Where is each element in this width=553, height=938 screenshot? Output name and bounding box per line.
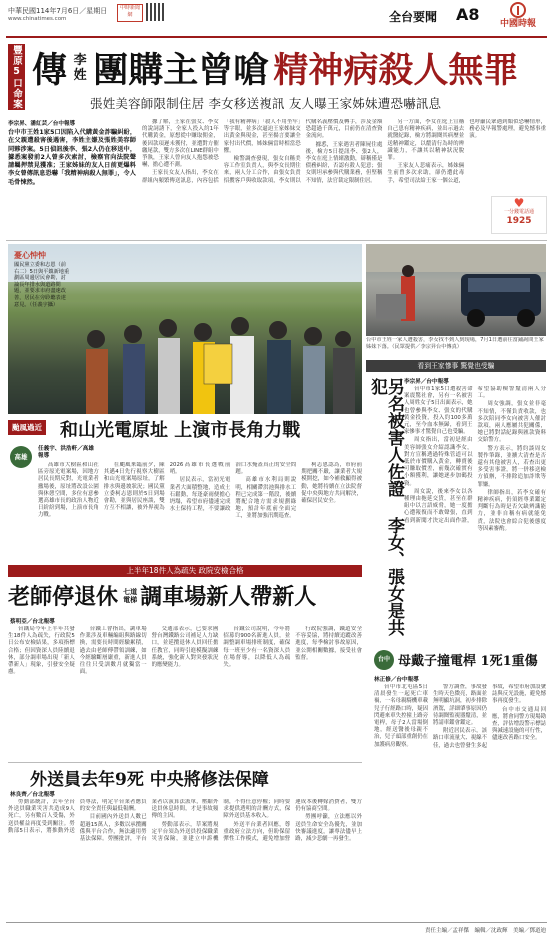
headline-word-middle: 團購主曾嗆 — [93, 50, 269, 91]
headline-word-right: 精神病殺人無罪 — [273, 50, 519, 91]
hotline-heart-icon: ♥ — [513, 196, 525, 210]
story2-header — [8, 418, 362, 441]
story2-paragraph: 居民表示，當初光電業者大面積整地，造成土石鬆動，每逢豪雨便擔心坍塌，希望市府儘速完成水土保持工程，不要讓政治口水掩蓋真正的安全問題。 — [169, 462, 297, 513]
story2-region-badge — [10, 446, 32, 468]
story3-banner: 上半年18件人為疏失 政院安檢合格 — [8, 565, 362, 577]
story3-headline — [8, 580, 368, 614]
hotline-ad — [491, 196, 547, 234]
side-story-byline: 李宗昇／台中報導 — [404, 379, 449, 385]
side-story-paragraph: 周女說，後來李女以各種理由拖延交貨，甚至在群組中以言語威脅，她一度擔心遭報復而不敢聲張，直到看到新聞才決定出面作證，希望協助檢警釐清兩人分工。 — [404, 386, 546, 524]
article1-lead-box — [8, 119, 136, 229]
side-story2-body — [374, 684, 546, 918]
sub-headline: 張姓美容師限制住居 李女移送複訊 友人曝王家姊妹遭恐嚇訊息 — [90, 96, 442, 111]
story3-kicker-top: 七道 — [123, 587, 138, 596]
story4-paragraph: 勞動部統計，去年全台外送員職業災害共造成9人死亡，另有數百人受傷，外送員權益再度受到關注。勞動部5日表示，將推動外送員專法，明定平台業者應負的安全責任與最低報酬。 — [8, 799, 147, 834]
story4-paragraph: 目前國內外送員人數已超過15萬人，多數以承攬關係與平台合作，無法適用勞基法保障。勞團批評，平台業者以演算法派單，壓縮外送員休息時間，才是事故頻傳的主因。 — [79, 799, 219, 843]
side-story2-paragraph: 台中市北屯區5日清晨發生一起死亡車禍，一名母親騎機車載兒子行經路口時，疑因閃避來車失控撞上路旁電桿，母子2人當場倒地，經送醫後母親不治，兒子頭部重創仍在加護病房觀察。 — [374, 684, 428, 748]
logo-text: 中國時報 — [499, 19, 536, 29]
story4-paragraph: 勞動部表示，草案將規定平台須為外送員投保職業災害保險，並建立申訴機制，不得任意停權；同時要求提供透明的計酬方式，保障外送員基本收入。 — [151, 799, 291, 843]
story3-paragraph: 台鐵公司說明，今年將招募約900名新進人員，並調整調車場排班制度，確保每一班至少有一名資深人員在場督導，以降低人為疏失。 — [223, 626, 291, 669]
story2-tag: 颱風過近 — [8, 420, 46, 435]
story3-kicker-bottom: 電梯 — [123, 595, 138, 604]
story3-paragraph: 行政院強調，鐵道安全不容妥協，將持續追蹤改善進度，每季檢討事故原因，並公開相關數據，接受社會監督。 — [295, 626, 362, 661]
section-name: 全台要聞 — [389, 10, 438, 24]
side-story-paragraph: 律師指出，若李女確有精神疾病，仍須經專業鑑定判斷行為時是否欠缺辨識能力，並非自稱有病就能免責，法院也會綜合犯後態度等因素審酌。 — [477, 489, 546, 532]
kicker-bottom: 姓 — [73, 68, 87, 83]
side-story-tag: 看到王家慘事 驚覺也受騙 — [366, 360, 546, 372]
side-story2-region-badge — [374, 650, 394, 670]
series-label: 豐原5口命案 — [8, 44, 25, 110]
article1-byline: 李宗昇、潘紅芸／台中報導 — [8, 121, 76, 127]
kicker-top: 李 — [73, 53, 87, 68]
story3-paragraph: 台鐵局今年上半年共發生18件人為疏失，行政院5日公布安檢結果，多項指標合格；但因資深人員陸續退休，部分調車場出現「新人帶新人」現象，引發安全疑慮。 — [8, 626, 75, 676]
story2-paragraph: 高雄市水利局則說明，相關滯洪池與排水工程已完成第一階段，後續將配合地方需求規劃綠地，預計年底前全面完工，並將加強汛期巡查。 — [235, 477, 297, 520]
photo-site-inspection — [8, 244, 362, 414]
side-story2-byline: 林正修／台中報導 — [374, 677, 419, 683]
story3-byline: 蔡明亞／台北報導 — [10, 619, 55, 625]
article1-lead: 台中市王姓1家5口因陷入代購黃金詐騙糾紛，在父親遭殺害後遇害，李姓主嫌及張姓美容師同夥涉案。5日偵訊後李、張2人仍在移送中，據悉案發前2人曾多次索討，檢察官向法院聲請羈押禁見獲准；王家姊妹的友人日前更爆料李女曾傳訊息恐嚇「我精神病殺人無罪」，令人毛骨悚然。 — [8, 129, 136, 186]
side-story-paragraph: 台中市1家5口遭殺害命案震驚社會，另有一名被害人周姓女子5日出面表示，她也曾參與李女、張女的代購黃金投資，投入約100多萬元，至今血本無歸，看到王家慘事才驚覺自己也受騙。 — [404, 386, 473, 436]
story3-paragraph: 台鐵工會指出，調車場作業涉及車輛編組與路線切換，需要長時間經驗累積，過去由老師傅帶領訓練，如今經驗斷層嚴重，新進人員往往只受訓數月就獨當一面。 — [79, 626, 147, 676]
story4-paragraph: 外送平台業者回應，尊重政府立法方向，但盼保留彈性工作模式，避免增加營運成本後轉嫁消費者，雙方仍有協商空間。 — [223, 799, 362, 843]
qr-code — [146, 3, 164, 21]
story3-headline-b: 調車場新人帶新人 — [140, 584, 317, 610]
story2-body — [38, 462, 362, 560]
story2-headline: 和山光電原址 上演市長角力戰 — [60, 420, 301, 441]
page-credits: 責任主編／孟祥傑 編輯／沈政輝 美編／鄧道迪 — [424, 928, 546, 934]
side-story2-paragraph: 台中市交通局回應，將會同警方現場勘查，評估增設警示標誌與減速設施的可行性，儘速改善路口安全。 — [492, 706, 546, 742]
headline-kicker — [72, 53, 88, 83]
side-story-paragraph: 警方表示，將約談周女製作筆錄，並擴大清查是否還有其他被害人，若查出更多受害事證，將一併移送檢方偵辦，不排除追加詐欺等罪嫌。 — [477, 445, 546, 488]
side-story2-region: 台中 — [377, 656, 390, 663]
story4-paragraph: 勞團呼籲，立法應以外送員生命安全為優先，並加快審議進度，讓專法儘早上路，減少悲劇一再發生。 — [295, 814, 362, 843]
story2-region: 高雄 — [14, 453, 28, 461]
story4-byline: 林良齊／台北報導 — [10, 792, 55, 798]
side-story-body — [404, 386, 546, 642]
side-story2-paragraph: 附近居民表示，該路口車流量大、視線不佳，過去也曾發生多起事故，希望市府加設號誌與反光設施，避免憾事再度發生。 — [433, 684, 546, 749]
story2-paragraph: 柯志恩認為，市府前期把關不嚴，讓業者大規模開挖，如今補救顯得被動，她將持續在立法院督促中央與地方共同解決，確保居民安全。 — [301, 462, 362, 505]
story2-paragraph: 高雄市大樹區和山社區旁原光電案場，因地方居民長期反對，光電業者撤場後，原址將改設公園與休憩空間，多位有意參選高雄市長的政治人物近日紛紛到場，上演市長角力戰。 — [38, 462, 99, 519]
story3-paragraph: 交通部表示，已要求國營台灣鐵路公司補足人力缺口，並延攬退休人員回任擔任教官，同時引進模擬訓練系統，強化新人對突發狀況的應變能力。 — [151, 626, 219, 669]
main-headline — [32, 43, 547, 91]
story3-body — [8, 626, 362, 758]
story4-headline: 外送員去年9死 中央將修法保障 — [30, 770, 269, 790]
article1-paragraph: 另一方面，李女在庭上宣稱自己患有精神疾病，並出示過去就醫紀錄，檢方將調閱其病歷並送精神鑑定，以釐清行為時的辨識能力，不讓其以精神狀況脫罪。 — [387, 119, 465, 162]
page-number: A8 — [456, 5, 480, 24]
article1-paragraph: 據悉，王家遇害者陳屍住處後，檢方5日提訊李、張2人，李女在庭上情緒激動，辯稱僅是債務糾紛，否認有殺人犯意；張女則坦承參與代購業務，但堅稱不知情，法官裁定限制住居。 — [305, 141, 383, 184]
photo1-tag: 憂心忡忡 — [14, 251, 46, 260]
photo-car-scene — [366, 244, 546, 336]
article1-paragraph: 王家長女友人指出，李女在群組內頻繁傳送訊息，內容包括「我有精神病」「殺人不用坐牢」等字眼，並多次逼迫王家姊妹交出黃金與現金，甚至揚言要讓全家付出代價，姊妹倆當時相當恐懼。 — [142, 119, 301, 184]
story4-body — [8, 799, 362, 919]
article1-paragraph: 檢警調查發現，張女自稱美容工作室負責人，與李女長期往來，兩人分工合作，由張女負責招攬客戶與收取款項，李女則以代購名義壓價及轉手，涉及金額恐超過千萬元，目前仍在清查資金流向。 — [223, 119, 383, 184]
logo-mark-icon — [510, 2, 526, 18]
story3-kicker — [123, 587, 138, 604]
side-story-paragraph: 周女指出，當初是經由美容師張女介紹認識李女，對方宣稱透過特殊管道可以低於市價購入黃金，轉賣後可賺取價差，前幾次確實有小額獲利，讓她逐步加碼投資。 — [404, 437, 473, 487]
side-story-paragraph: 周女強調，張女並非毫不知情，不僅負責收款，也多次陪同李女向被害人催討款項，兩人應屬共犯關係，她已將對話紀錄與匯款資料交給警方。 — [477, 401, 546, 444]
hotline-title: 一分錢電話通 — [503, 209, 534, 215]
article1-body — [142, 119, 546, 237]
paper-logo — [490, 2, 546, 36]
article1-paragraph: 據了解，王家在張女、李女的說詞誘下，全家人投入約1年代購黃金，原想從中賺取佣金，後因款項遲未獲付，並遭對方催繳尾款，雙方多次在LINE群組中爭執，王家人曾向友人抱怨被恐嚇，擔心遭不測。 — [142, 119, 219, 169]
hotline-number: 1925 — [506, 216, 532, 226]
brand-badge — [117, 4, 143, 22]
story2-byline: 任義宇、洪浩軒／高雄報導 — [38, 446, 94, 459]
issue-date: 中華民國114年7月6日／星期日 — [8, 7, 108, 15]
site-url: www.chinatimes.com — [8, 16, 67, 22]
photo2-caption: 台中市王姓一家人遭殺害，李女找不到人到現場，7月1日遭前往當鋪詢問王家姊妹下落。（民眾提供／李宗昇台中傳真） — [366, 337, 544, 350]
story3-headline-a: 老師停退休 — [8, 584, 119, 610]
car-illustration — [366, 244, 546, 336]
side-story2-headline: 母戴子撞電桿 1死1重傷 — [398, 654, 538, 669]
story2-paragraph: 在颱風來臨前夕，陳其邁4日先行視察大樹區和山光電案場原址，了解排水與邊坡狀況；國民黨立委柯志恩則於5日到場會勘，並與居民座談，雙方互不相讓，被外界視為2026高雄市長選戰前哨。 — [103, 462, 231, 512]
masthead — [0, 0, 553, 40]
side-story2-paragraph: 警方調查，事故發生時天色微亮，路面並無明顯坑洞，初步排除酒駕，詳細肇事原因仍待調閱監視器釐清，並將請車鑑會鑑定。 — [433, 684, 487, 727]
article1-paragraph: 王家友人悲痛表示，姊妹倆生前曾多次求助，卻仍遭此毒手，希望司法給王家一個公道，也呼籲民眾遇到類似恐嚇情形，務必及早報警處理，避免憾事重演。 — [387, 119, 546, 184]
photo1-caption: 國民黨立委和志恩（前右二）5日與平鎮新地重劃區周邊居民會勘，討論長年排水與道路問題，並要求市府盡速改善，居民在旁聆聽表達意見。（任義宇攝） — [14, 262, 70, 308]
side-story-vertical-headline: 另名被害人佐證 李女、張女是共犯 — [367, 378, 404, 636]
brand-name: 中時新聞網 — [119, 5, 140, 18]
headline-word-chuan: 傳 — [32, 50, 68, 91]
